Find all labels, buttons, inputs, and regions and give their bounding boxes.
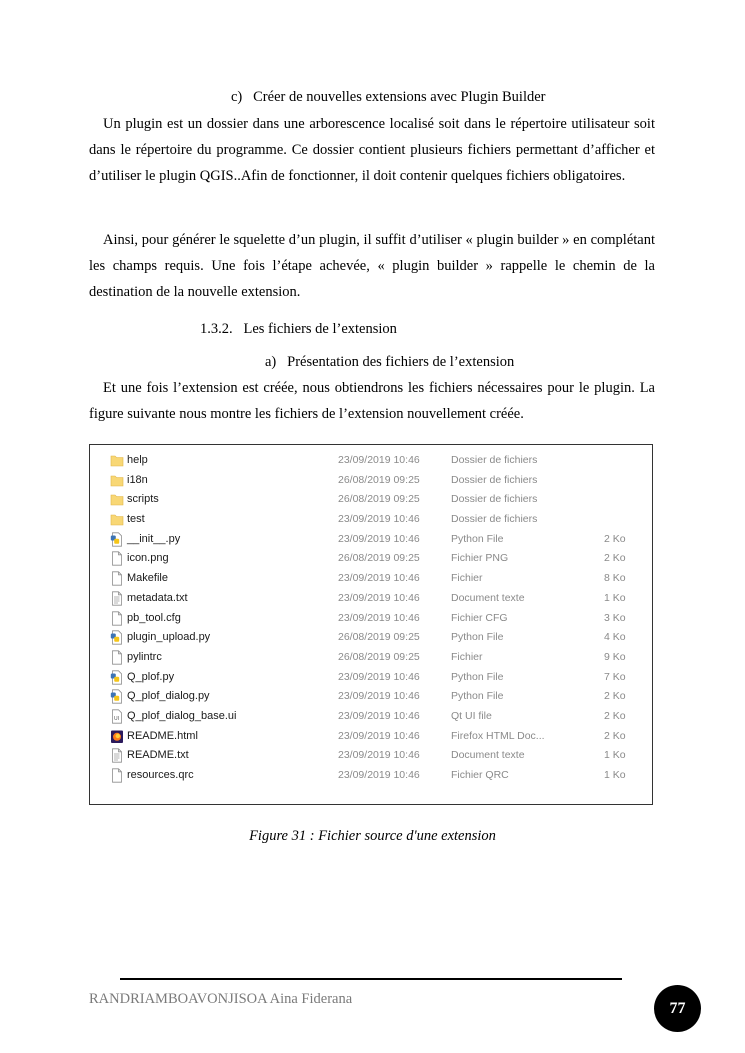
file-date: 23/09/2019 10:46 bbox=[338, 572, 420, 585]
file-name: metadata.txt bbox=[127, 591, 188, 604]
file-size: 2 Ko bbox=[604, 709, 626, 722]
file-icon bbox=[110, 611, 124, 626]
page-number: 77 bbox=[669, 999, 686, 1017]
file-date: 26/08/2019 09:25 bbox=[338, 650, 420, 663]
file-name: Q_plof.py bbox=[127, 670, 175, 683]
file-date: 23/09/2019 10:46 bbox=[338, 532, 420, 545]
file-size: 1 Ko bbox=[604, 769, 626, 781]
python-file-icon bbox=[110, 670, 124, 685]
file-date: 23/09/2019 10:46 bbox=[338, 611, 420, 624]
file-row[interactable] bbox=[90, 746, 652, 766]
file-name: pylintrc bbox=[127, 650, 162, 663]
file-date: 23/09/2019 10:46 bbox=[338, 670, 420, 683]
file-row[interactable] bbox=[90, 549, 652, 569]
html-file-icon bbox=[110, 729, 124, 744]
file-size: 2 Ko bbox=[604, 552, 626, 565]
paragraph-1: Un plugin est un dossier dans une arborescence localisé soit dans le répertoire utilisateur soit dans le répertoire du programme. Ce dossier contient plusieurs fichiers permettant d’afficher et d’utiliser le plugin QGIS..Afin de fonctionner, il doit contenir quelques fichiers obligatoires. bbox=[89, 116, 655, 184]
file-date: 23/09/2019 10:46 bbox=[338, 690, 420, 703]
file-name: i18n bbox=[127, 473, 148, 486]
file-name: Q_plof_dialog.py bbox=[127, 690, 210, 703]
file-icon bbox=[110, 768, 124, 783]
file-size: 1 Ko bbox=[604, 749, 626, 762]
file-icon bbox=[110, 551, 124, 566]
paragraph-2: Ainsi, pour générer le squelette d’un plugin, il suffit d’utiliser « plugin builder » en complétant les champs requis. Une fois l’étape achevée, « plugin builder » rappelle le chemin de la destination de la nouvelle extension. bbox=[89, 232, 655, 300]
file-size: 7 Ko bbox=[604, 670, 626, 683]
file-type: Python File bbox=[451, 532, 504, 545]
folder-icon bbox=[110, 453, 124, 468]
file-type: Python File bbox=[451, 670, 504, 683]
folder-icon bbox=[110, 473, 124, 488]
file-type: Document texte bbox=[451, 591, 525, 604]
file-name: Makefile bbox=[127, 572, 168, 585]
file-date: 23/09/2019 10:46 bbox=[338, 454, 420, 466]
file-date: 26/08/2019 09:25 bbox=[338, 552, 420, 565]
python-file-icon bbox=[110, 689, 124, 704]
file-size: 2 Ko bbox=[604, 690, 626, 703]
file-row[interactable] bbox=[90, 471, 652, 491]
file-size: 3 Ko bbox=[604, 611, 626, 624]
heading-c: c) Créer de nouvelles extensions avec Plugin Builder bbox=[231, 89, 546, 105]
file-row[interactable] bbox=[90, 668, 652, 688]
file-row[interactable] bbox=[90, 648, 652, 668]
file-type: Fichier bbox=[451, 650, 483, 663]
file-type: Dossier de fichiers bbox=[451, 513, 538, 526]
file-size: 8 Ko bbox=[604, 572, 626, 585]
file-size: 1 Ko bbox=[604, 591, 626, 604]
file-name: plugin_upload.py bbox=[127, 631, 211, 644]
page-number-badge bbox=[654, 985, 701, 1032]
ui-file-icon bbox=[110, 709, 124, 724]
file-name: help bbox=[127, 454, 148, 466]
file-type: Fichier QRC bbox=[451, 769, 509, 781]
file-name: test bbox=[127, 513, 145, 526]
figure-file-explorer bbox=[89, 444, 653, 805]
file-row[interactable] bbox=[90, 569, 652, 589]
file-size: 2 Ko bbox=[604, 729, 626, 742]
file-type: Fichier bbox=[451, 572, 483, 585]
python-file-icon bbox=[110, 630, 124, 645]
heading-a: a) Présentation des fichiers de l’extension bbox=[265, 354, 515, 370]
file-size: 4 Ko bbox=[604, 631, 626, 644]
file-icon bbox=[110, 571, 124, 586]
file-name: README.txt bbox=[127, 749, 189, 762]
file-name: __init__.py bbox=[127, 532, 181, 545]
folder-icon bbox=[110, 512, 124, 527]
file-date: 26/08/2019 09:25 bbox=[338, 473, 420, 486]
svg-text:UI: UI bbox=[114, 715, 120, 722]
footer-rule bbox=[120, 978, 622, 980]
file-row[interactable] bbox=[90, 510, 652, 530]
paragraph-3: Et une fois l’extension est créée, nous obtiendrons les fichiers nécessaires pour le plugin. La figure suivante nous montre les fichiers de l’extension nouvellement créée. bbox=[89, 380, 655, 422]
file-row[interactable] bbox=[90, 451, 652, 471]
file-row[interactable] bbox=[90, 530, 652, 550]
file-size: 2 Ko bbox=[604, 532, 626, 545]
python-file-icon bbox=[110, 532, 124, 547]
footer-author: RANDRIAMBOAVONJISOA Aina Fiderana bbox=[89, 991, 353, 1007]
file-list bbox=[90, 451, 652, 786]
file-date: 26/08/2019 09:25 bbox=[338, 631, 420, 644]
text-file-icon bbox=[110, 591, 124, 606]
file-row[interactable] bbox=[90, 490, 652, 510]
file-date: 23/09/2019 10:46 bbox=[338, 709, 420, 722]
file-date: 23/09/2019 10:46 bbox=[338, 729, 420, 742]
file-date: 23/09/2019 10:46 bbox=[338, 749, 420, 762]
file-date: 23/09/2019 10:46 bbox=[338, 513, 420, 526]
file-name: resources.qrc bbox=[127, 769, 194, 781]
file-row[interactable] bbox=[90, 766, 652, 786]
text-file-icon bbox=[110, 748, 124, 763]
file-type: Document texte bbox=[451, 749, 525, 762]
file-row[interactable] bbox=[90, 609, 652, 629]
section-heading-1-3-2: 1.3.2. Les fichiers de l’extension bbox=[200, 321, 397, 337]
file-type: Fichier CFG bbox=[451, 611, 508, 624]
file-type: Dossier de fichiers bbox=[451, 473, 538, 486]
file-date: 23/09/2019 10:46 bbox=[338, 591, 420, 604]
file-type: Dossier de fichiers bbox=[451, 493, 538, 506]
file-date: 26/08/2019 09:25 bbox=[338, 493, 420, 506]
folder-icon bbox=[110, 492, 124, 507]
file-name: Q_plof_dialog_base.ui bbox=[127, 709, 237, 722]
file-row[interactable] bbox=[90, 727, 652, 747]
file-date: 23/09/2019 10:46 bbox=[338, 769, 420, 781]
file-type: Python File bbox=[451, 690, 504, 703]
figure-caption: Figure 31 : Fichier source d'une extension bbox=[249, 828, 496, 844]
file-name: README.html bbox=[127, 729, 198, 742]
file-row[interactable] bbox=[90, 687, 652, 707]
file-row[interactable] bbox=[90, 707, 652, 727]
file-name: scripts bbox=[127, 493, 159, 506]
file-row[interactable] bbox=[90, 628, 652, 648]
file-type: Fichier PNG bbox=[451, 552, 509, 565]
file-size: 9 Ko bbox=[604, 650, 626, 663]
file-icon bbox=[110, 650, 124, 665]
file-type: Dossier de fichiers bbox=[451, 454, 538, 466]
file-row[interactable] bbox=[90, 589, 652, 609]
file-type: Firefox HTML Doc... bbox=[451, 729, 545, 742]
file-name: icon.png bbox=[127, 552, 169, 565]
file-type: Qt UI file bbox=[451, 709, 492, 722]
file-type: Python File bbox=[451, 631, 504, 644]
file-name: pb_tool.cfg bbox=[127, 611, 181, 624]
